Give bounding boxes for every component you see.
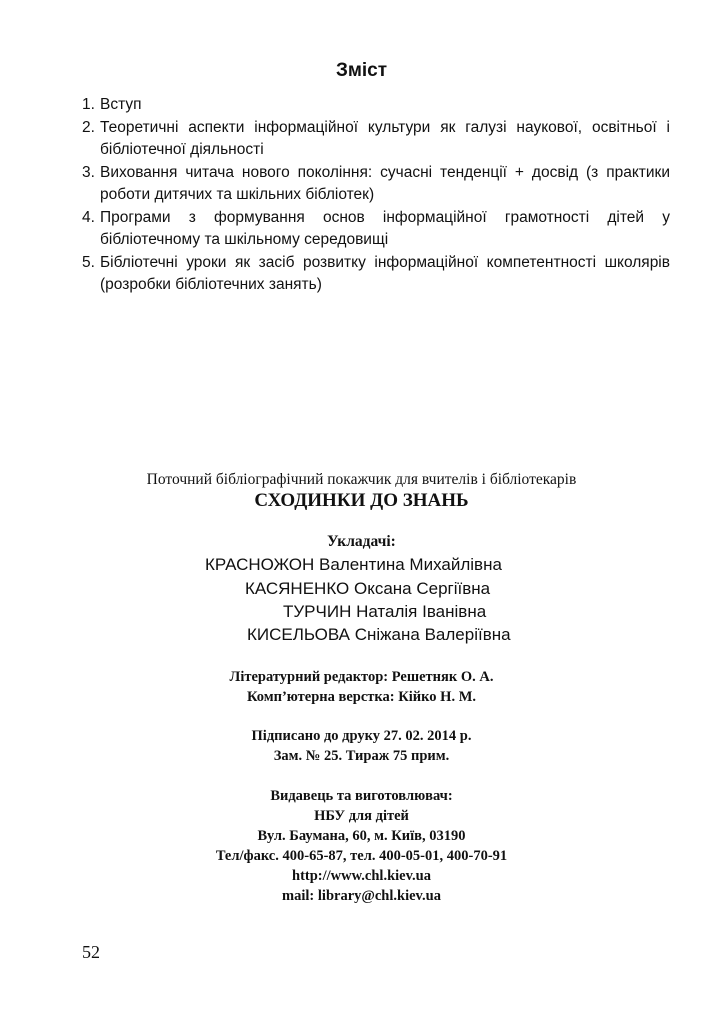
publisher-website: http://www.chl.kiev.ua bbox=[292, 868, 431, 884]
toc-item bbox=[82, 94, 670, 117]
compiler-name: ТУРЧИН Наталія Іванівна bbox=[283, 602, 487, 621]
publication-title: СХОДИНКИ ДО ЗНАНЬ bbox=[254, 490, 469, 511]
publisher-name: НБУ для дітей bbox=[314, 808, 409, 824]
toc-item-number: 4. bbox=[82, 208, 95, 226]
toc-item-text: Виховання читача нового покоління: сучасні тенденції + досвід (з практики роботи дитячих та шкільних бібліотек) bbox=[100, 163, 670, 203]
toc-item-number: 1. bbox=[82, 96, 95, 113]
toc-item-number: 5. bbox=[82, 253, 95, 271]
toc-item-text: Теоретичні аспекти інформаційної культури як галузі наукової, освітньої і бібліотечної діяльності bbox=[100, 118, 670, 158]
publisher-phones: Тел/факс. 400-65-87, тел. 400-05-01, 400-70-91 bbox=[215, 848, 508, 864]
compiler-name: КРАСНОЖОН Валентина Михайлівна bbox=[205, 555, 502, 574]
publication-subtitle: Поточний бібліографічний покажчик для вчителів і бібліотекарів bbox=[146, 471, 577, 488]
publisher-label: Видавець та виготовлювач: bbox=[270, 788, 453, 804]
order-and-circulation: Зам. № 25. Тираж 75 прим. bbox=[273, 748, 450, 764]
toc-item bbox=[82, 117, 670, 162]
toc-item-number: 3. bbox=[82, 163, 95, 181]
literary-editor: Літературний редактор: Решетняк О. А. bbox=[229, 669, 494, 685]
toc-item-number: 2. bbox=[82, 118, 95, 136]
signed-to-print: Підписано до друку 27. 02. 2014 р. bbox=[251, 728, 472, 744]
compiler-name: КАСЯНЕНКО Оксана Сергіївна bbox=[245, 579, 491, 598]
toc-item bbox=[82, 162, 670, 207]
toc-item-text: Бібліотечні уроки як засіб розвитку інформаційної компетентності школярів (розробки бібліотечних занять) bbox=[100, 253, 670, 293]
layout-credit: Комп’ютерна верстка: Кійко Н. М. bbox=[246, 689, 477, 705]
toc-item bbox=[82, 207, 670, 252]
toc-item bbox=[82, 252, 670, 297]
toc-item-text: Вступ bbox=[100, 96, 142, 113]
toc-item-text: Програми з формування основ інформаційної грамотності дітей у бібліотечному та шкільному середовищі bbox=[100, 208, 670, 248]
publisher-address: Вул. Баумана, 60, м. Київ, 03190 bbox=[257, 828, 466, 844]
table-of-contents bbox=[82, 94, 670, 297]
toc-title: Зміст bbox=[335, 60, 388, 81]
compiler-name: КИСЕЛЬОВА Сніжана Валеріївна bbox=[247, 625, 511, 644]
compilers-label: Укладачі: bbox=[327, 533, 396, 550]
page-number: 52 bbox=[82, 942, 100, 962]
publisher-email: mail: library@chl.kiev.ua bbox=[282, 888, 441, 904]
